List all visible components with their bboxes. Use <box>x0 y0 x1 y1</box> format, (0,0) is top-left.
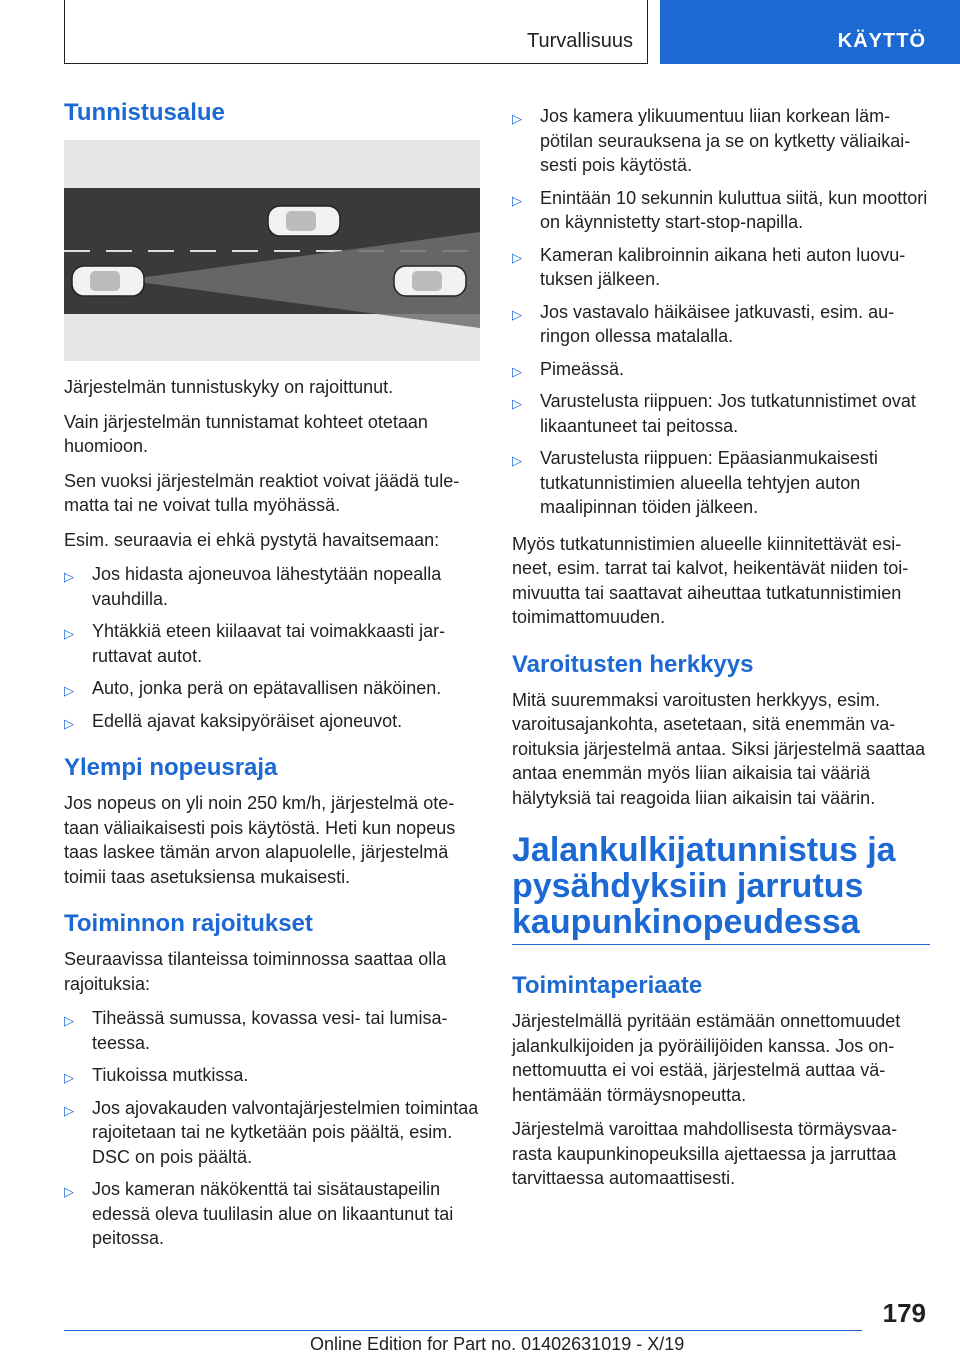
heading-jalankulkijatunnistus: Jalankulkijatunnistus ja pysähdyksiin jarrutus kaupunkinopeudessa <box>512 831 896 941</box>
list-item: ▷ Tiukoissa mutkissa. <box>64 1063 482 1088</box>
paragraph: Järjestelmä varoittaa mahdollisesta törmäysvaarasta kaupunkinopeuksilla ajettaessa ja jarruttaa tarvittaessa automaattisesti. <box>512 1119 898 1188</box>
detection-area-illustration <box>64 140 480 361</box>
list-item: ▷ Jos ajovakauden valvontajärjestelmien toimintaa rajoitetaan tai ne kytketään pois päältä, esim. DSC on pois päältä. <box>64 1097 479 1167</box>
triangle-bullet-icon: ▷ <box>64 626 74 641</box>
list-item: ▷ Yhtäkkiä eteen kiilaavat tai voimakkaasti jarruttavat autot. <box>64 621 446 666</box>
triangle-bullet-icon: ▷ <box>512 306 522 322</box>
left-column <box>64 98 482 1263</box>
paragraph: Vain järjestelmän tunnistamat kohteet otetaan huomioon. <box>64 411 428 456</box>
triangle-bullet-icon: ▷ <box>64 1102 74 1118</box>
paragraph: Seuraavissa tilanteissa toiminnossa saattaa olla rajoituksia: <box>64 949 447 994</box>
header-section-title: Turvallisuus <box>527 30 633 52</box>
heading-tunnistusalue: Tunnistusalue <box>64 99 225 126</box>
triangle-bullet-icon: ▷ <box>64 715 74 731</box>
footer-edition-text: Online Edition for Part no. 01402631019 - X/19 <box>310 1334 685 1354</box>
paragraph: Järjestelmällä pyritään estämään onnettomuudet jalankulkijoiden ja pyöräilijöiden kanssa. Jos onnettomuutta ei voi estää, järjestelmä auttaa vähentämään törmäysnopeutta. <box>512 1011 901 1105</box>
paragraph: Myös tutkatunnistimien alueelle kiinnitettävät esineet, esim. tarrat tai kalvot, heikentävät niiden toimivuutta tai saattavat aiheuttaa tutkatunnistimien toimimattomuuden. <box>512 533 909 627</box>
triangle-bullet-icon: ▷ <box>64 683 74 698</box>
header-chapter-tab <box>660 0 960 64</box>
paragraph: Sen vuoksi järjestelmän reaktiot voivat jäädä tulematta tai ne voivat tulla myöhässä. <box>64 470 460 515</box>
right-column <box>512 104 930 1201</box>
triangle-bullet-icon: ▷ <box>512 396 522 411</box>
header-chapter-label: KÄYTTÖ <box>837 30 926 52</box>
list-item: ▷ Tiheässä sumussa, kovassa vesi- tai lumisateessa. <box>64 1008 448 1053</box>
list-item: ▷ Edellä ajavat kaksipyöräiset ajoneuvot. <box>64 709 482 734</box>
list-item: ▷ Pimeässä. <box>512 357 930 382</box>
bullet-list <box>64 562 482 733</box>
car-front <box>268 206 340 236</box>
triangle-bullet-icon: ▷ <box>512 249 522 265</box>
paragraph: Esim. seuraavia ei ehkä pystytä havaitsemaan: <box>64 529 440 550</box>
heading-toimintaperiaate: Toimintaperiaate <box>512 972 703 999</box>
heading-varoitusten-herkkyys: Varoitusten herkkyys <box>512 650 754 678</box>
heading-rule <box>512 944 930 945</box>
bullet-list <box>512 104 930 520</box>
paragraph: Jos nopeus on yli noin 250 km/h, järjestelmä otetaan väliaikaisesti pois käytöstä. Heti kun nopeus taas laskee tämän arvon alapuolelle, järjestelmä toimii taas asetuksiensa mukaisesti. <box>64 793 456 887</box>
paragraph: Järjestelmän tunnistuskyky on rajoittunut. <box>64 377 394 397</box>
list-item: ▷ Varustelusta riippuen: Jos tutkatunnistimet ovat likaantuneet tai peitossa. <box>512 391 916 436</box>
list-item: ▷ Jos hidasta ajoneuvoa lähestytään nopealla vauhdilla. <box>64 564 442 609</box>
triangle-bullet-icon: ▷ <box>64 1013 74 1028</box>
page-number: 179 <box>882 1298 926 1328</box>
triangle-bullet-icon: ▷ <box>64 1184 74 1199</box>
paragraph: Mitä suuremmaksi varoitusten herkkyys, esim. varoitusajankohta, asetetaan, sitä enemmän varoituksia järjestelmä antaa. Siksi järjestelmä saattaa antaa enemmän myös liian aikaisia tai vääriä hälytyksiä tai reagoida liian aikaisin tai väärin. <box>512 689 926 808</box>
list-item: ▷ Varustelusta riippuen: Epäasianmukaisesti tutkatunnistimien alueella tehtyjen auton maalipinnan töiden jälkeen. <box>512 448 878 517</box>
triangle-bullet-icon: ▷ <box>512 453 522 468</box>
heading-toiminnon-rajoitukset: Toiminnon rajoitukset <box>64 910 313 937</box>
car-side <box>394 266 466 296</box>
triangle-bullet-icon: ▷ <box>512 192 522 208</box>
triangle-bullet-icon: ▷ <box>512 111 522 126</box>
header-frame <box>64 0 648 64</box>
triangle-bullet-icon: ▷ <box>64 1070 74 1085</box>
list-item: ▷ Kameran kalibroinnin aikana heti auton luovutuksen jälkeen. <box>512 244 906 289</box>
list-item: ▷ Auto, jonka perä on epätavallisen näköinen. <box>64 676 482 701</box>
list-item: ▷ Jos kamera ylikuumentuu liian korkean lämpötilan seurauksena ja se on kytketty väliaikaisesti pois käytöstä. <box>512 106 911 175</box>
bullet-list <box>64 1006 482 1251</box>
list-item: ▷ Jos vastavalo häikäisee jatkuvasti, esim. auringon ollessa matalalla. <box>512 301 895 346</box>
list-item: ▷ Jos kameran näkökenttä tai sisätaustapeilin edessä oleva tuulilasin alue on likaantunut tai peitossa. <box>64 1179 454 1248</box>
triangle-bullet-icon: ▷ <box>512 363 522 379</box>
road-diagram <box>64 140 480 361</box>
footer-rule <box>64 1330 862 1331</box>
triangle-bullet-icon: ▷ <box>64 569 74 584</box>
heading-ylempi-nopeusraja: Ylempi nopeusraja <box>64 754 278 781</box>
list-item: ▷ Enintään 10 sekunnin kuluttua siitä, kun moottori on käynnistetty start-stop-napilla. <box>512 187 928 232</box>
car-own <box>72 266 144 296</box>
